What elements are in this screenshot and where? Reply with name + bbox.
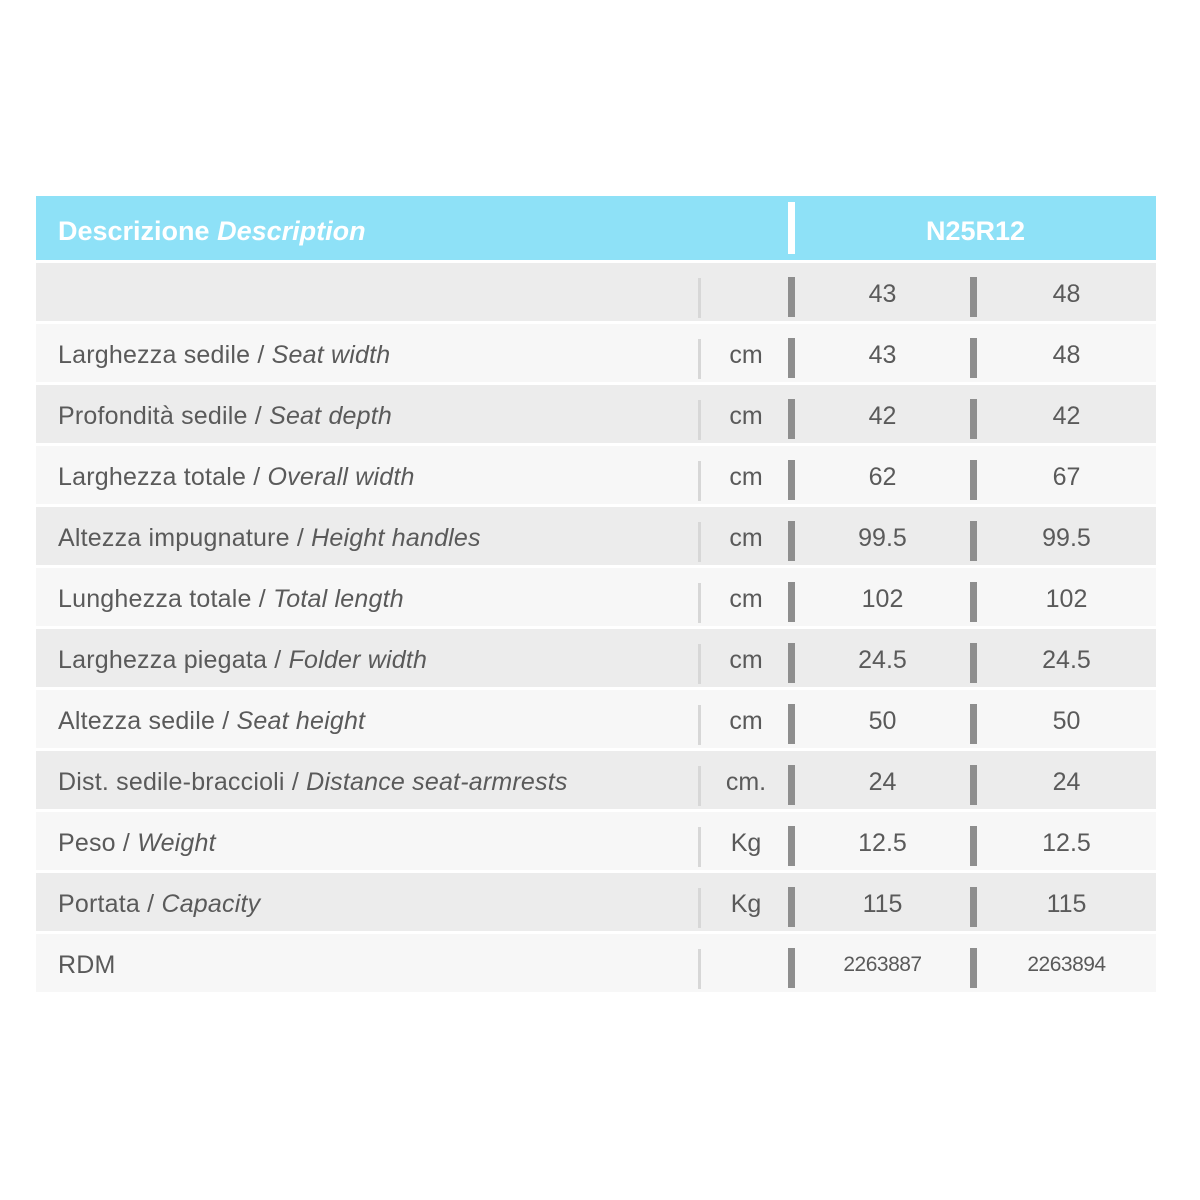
row-label-en: Capacity bbox=[161, 890, 261, 918]
table-row bbox=[36, 629, 1156, 687]
row-description bbox=[58, 507, 481, 569]
row-description bbox=[58, 751, 568, 813]
table-row bbox=[36, 446, 1156, 504]
divider bbox=[698, 461, 701, 501]
row-label-en: Seat depth bbox=[269, 402, 393, 430]
row-label-en: Overall width bbox=[267, 463, 415, 491]
row-label-en: Folder width bbox=[288, 646, 428, 674]
table-row bbox=[36, 751, 1156, 809]
row-label-en: Weight bbox=[137, 829, 216, 857]
row-description bbox=[58, 629, 427, 691]
rdm-value-1: 2263887 bbox=[843, 953, 922, 976]
row-unit: cm bbox=[729, 341, 763, 369]
divider bbox=[698, 766, 701, 806]
divider bbox=[788, 643, 795, 683]
row-description bbox=[58, 385, 392, 447]
divider bbox=[788, 704, 795, 744]
header-divider bbox=[788, 202, 795, 254]
divider bbox=[970, 582, 977, 622]
row-label-en: Distance seat-armrests bbox=[306, 768, 568, 796]
row-label-it: Altezza impugnature / bbox=[58, 524, 312, 552]
row-description bbox=[58, 812, 216, 874]
row-value-1: 24 bbox=[868, 768, 897, 796]
row-label-it: Altezza sedile / bbox=[58, 707, 237, 735]
row-value-1: 50 bbox=[868, 707, 897, 735]
divider bbox=[970, 643, 977, 683]
row-value-2: 99.5 bbox=[1042, 524, 1091, 552]
row-value-1: 43 bbox=[868, 341, 897, 369]
divider bbox=[698, 583, 701, 623]
divider bbox=[970, 399, 977, 439]
row-description bbox=[58, 446, 415, 508]
row-label-it: Peso / bbox=[58, 829, 138, 857]
divider bbox=[970, 765, 977, 805]
row-label-it: Profondità sedile / bbox=[58, 402, 270, 430]
row-value-1: 102 bbox=[861, 585, 904, 613]
row-value-2: 102 bbox=[1045, 585, 1088, 613]
table-row bbox=[36, 812, 1156, 870]
table-row bbox=[36, 385, 1156, 443]
row-label-it: Larghezza piegata / bbox=[58, 646, 289, 674]
row-label-it: Larghezza sedile / bbox=[58, 341, 272, 369]
size-row bbox=[36, 263, 1156, 321]
divider bbox=[788, 460, 795, 500]
rdm-label: RDM bbox=[58, 951, 116, 979]
divider bbox=[788, 399, 795, 439]
divider bbox=[788, 582, 795, 622]
row-unit: cm bbox=[729, 463, 763, 491]
divider bbox=[788, 338, 795, 378]
divider bbox=[788, 277, 795, 317]
row-unit: cm bbox=[729, 585, 763, 613]
header-description-it: Descrizione bbox=[58, 216, 210, 246]
divider bbox=[970, 460, 977, 500]
table-row bbox=[36, 507, 1156, 565]
row-value-1: 12.5 bbox=[858, 829, 907, 857]
row-unit: cm bbox=[729, 524, 763, 552]
table-row bbox=[36, 690, 1156, 748]
row-value-2: 50 bbox=[1052, 707, 1081, 735]
row-label-it: Larghezza totale / bbox=[58, 463, 268, 491]
row-description bbox=[58, 568, 404, 630]
spec-table bbox=[36, 196, 1156, 992]
row-label-en: Seat width bbox=[271, 341, 391, 369]
row-value-1: 115 bbox=[862, 890, 903, 918]
table-row bbox=[36, 873, 1156, 931]
divider bbox=[698, 339, 701, 379]
row-description bbox=[58, 873, 260, 935]
divider bbox=[970, 277, 977, 317]
divider bbox=[970, 887, 977, 927]
rdm-value-2: 2263894 bbox=[1027, 953, 1106, 976]
row-value-2: 24 bbox=[1052, 768, 1081, 796]
row-value-2: 12.5 bbox=[1042, 829, 1091, 857]
row-unit: Kg bbox=[730, 829, 762, 857]
row-unit: cm bbox=[729, 402, 763, 430]
size-value-1: 43 bbox=[868, 280, 897, 308]
divider bbox=[698, 949, 701, 989]
header-model: N25R12 bbox=[925, 216, 1026, 246]
divider bbox=[698, 522, 701, 562]
row-value-2: 67 bbox=[1052, 463, 1081, 491]
row-value-2: 42 bbox=[1052, 402, 1081, 430]
divider bbox=[788, 765, 795, 805]
row-value-2: 48 bbox=[1052, 341, 1081, 369]
row-label-it: Dist. sedile-braccioli / bbox=[58, 768, 307, 796]
row-label-it: Lunghezza totale / bbox=[58, 585, 274, 613]
row-unit: Kg bbox=[730, 890, 762, 918]
row-description bbox=[58, 690, 365, 752]
row-unit: cm. bbox=[725, 768, 767, 796]
header-description-en: Description bbox=[217, 216, 366, 246]
divider bbox=[698, 888, 701, 928]
divider bbox=[970, 704, 977, 744]
divider bbox=[698, 827, 701, 867]
row-unit: cm bbox=[729, 707, 763, 735]
divider bbox=[970, 948, 977, 988]
row-label-en: Seat height bbox=[236, 707, 366, 735]
row-value-1: 99.5 bbox=[858, 524, 907, 552]
table-row bbox=[36, 324, 1156, 382]
row-value-1: 42 bbox=[868, 402, 897, 430]
divider bbox=[970, 521, 977, 561]
divider bbox=[788, 948, 795, 988]
header-description bbox=[58, 196, 366, 266]
divider bbox=[788, 887, 795, 927]
divider bbox=[698, 278, 701, 318]
row-value-1: 62 bbox=[868, 463, 897, 491]
row-label-en: Total length bbox=[273, 585, 404, 613]
row-label-en: Height handles bbox=[311, 524, 481, 552]
divider bbox=[698, 705, 701, 745]
row-value-2: 115 bbox=[1046, 890, 1087, 918]
row-value-2: 24.5 bbox=[1042, 646, 1091, 674]
divider bbox=[698, 400, 701, 440]
row-description bbox=[58, 324, 390, 386]
size-value-2: 48 bbox=[1052, 280, 1081, 308]
divider bbox=[970, 338, 977, 378]
rdm-row bbox=[36, 934, 1156, 992]
row-value-1: 24.5 bbox=[858, 646, 907, 674]
divider bbox=[698, 644, 701, 684]
divider bbox=[788, 521, 795, 561]
table-header bbox=[36, 196, 1156, 260]
divider bbox=[970, 826, 977, 866]
row-unit: cm bbox=[729, 646, 763, 674]
divider bbox=[788, 826, 795, 866]
table-row bbox=[36, 568, 1156, 626]
row-label-it: Portata / bbox=[58, 890, 162, 918]
